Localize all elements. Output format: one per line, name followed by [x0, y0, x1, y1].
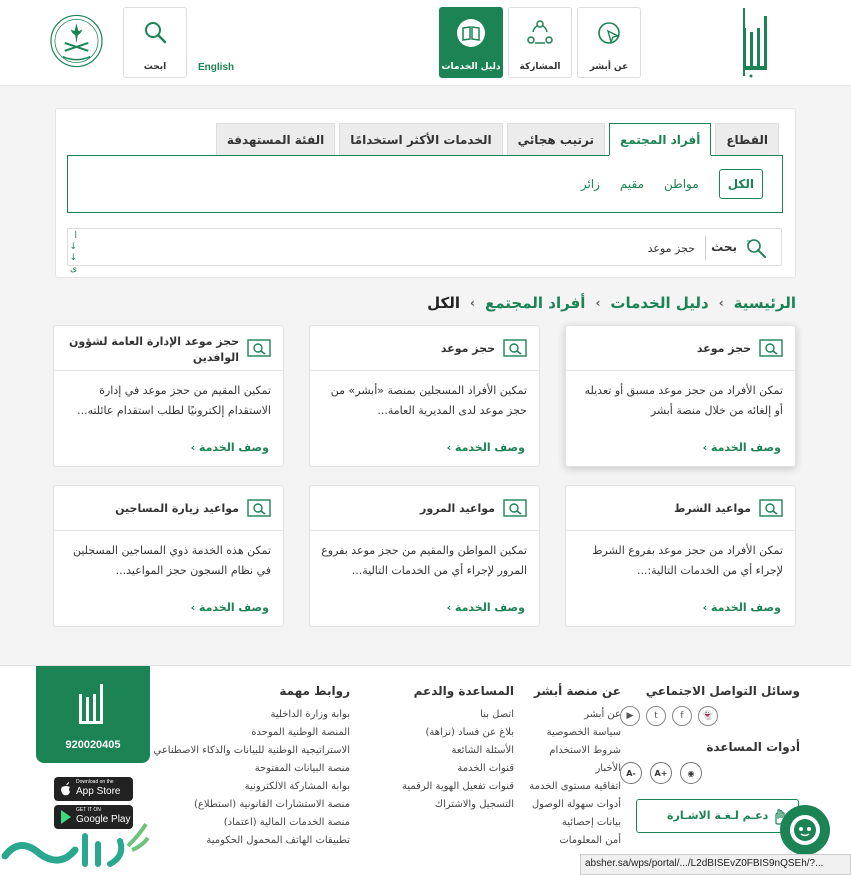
footer-important-links-column — [150, 684, 350, 850]
keyboard-stub[interactable]: ا ↓ ↓ ى — [69, 231, 77, 274]
service-card[interactable] — [565, 485, 796, 627]
service-card-header — [566, 486, 795, 531]
nav-participation-label: المشاركة — [519, 62, 561, 72]
service-description: تمكين المواطن والمقيم من حجز موعد بفروع المرور لإجراء أي من الخدمات التالية... — [321, 544, 527, 577]
footer-link[interactable]: قنوات الخدمة — [457, 763, 514, 774]
sign-language-label: دعـم لـغـة الاشـارة — [667, 809, 769, 822]
absher-logo — [76, 680, 106, 730]
service-card-header — [54, 486, 283, 531]
chip-resident[interactable]: مقيم — [619, 177, 645, 191]
filter-tabs — [216, 123, 779, 155]
breadcrumb-home[interactable]: الرئيسية — [733, 294, 796, 312]
chevron-left-icon: › — [470, 296, 475, 310]
social-icons — [620, 706, 800, 726]
service-details-link[interactable]: وصف الخدمة › — [702, 601, 781, 614]
service-card[interactable] — [309, 325, 540, 467]
service-description: تمكين المقيم من حجز موعد في إدارة الاستقدام إلكترونيًا لطلب استقدام عائلته... — [77, 384, 271, 417]
footer-link[interactable]: منصة الخدمات المالية (اعتماد) — [223, 817, 350, 828]
footer-link[interactable]: تطبيقات الهاتف المحمول الحكومية — [206, 835, 350, 846]
footer-link[interactable]: التسجيل والاشتراك — [434, 799, 514, 810]
twitter-icon[interactable]: t — [646, 706, 666, 726]
service-description: تمكن الأفراد من حجز موعد مسبق أو تعديله أو إلغائه من خلال منصة أبشر — [584, 384, 783, 417]
service-details-link[interactable]: وصف الخدمة › — [190, 441, 269, 454]
tab-target-group[interactable]: الفئة المستهدفة — [216, 123, 335, 155]
nav-about-absher[interactable] — [577, 7, 641, 78]
audience-chips — [581, 169, 763, 199]
chip-citizen[interactable]: مواطن — [664, 177, 699, 191]
service-title: حجز موعد — [440, 342, 495, 355]
service-title: حجز موعد — [696, 342, 751, 355]
services-filter-card — [55, 108, 796, 278]
footer-link[interactable]: بوابة المشاركة الالكترونية — [244, 781, 350, 792]
chevron-left-icon: › — [595, 296, 601, 310]
service-search-icon — [247, 498, 271, 518]
footer-link[interactable]: سياسة الخصوصية — [546, 727, 621, 738]
cursor-click-icon — [594, 18, 624, 48]
tab-individuals[interactable]: أفراد المجتمع — [609, 123, 711, 156]
chatbot-button[interactable] — [780, 805, 830, 855]
accessibility-tools — [620, 762, 800, 784]
book-icon — [456, 18, 486, 48]
font-increase-button[interactable]: +A — [650, 762, 672, 784]
service-card-header — [54, 326, 283, 371]
search-button[interactable]: بحث — [711, 240, 737, 254]
chevron-left-icon: › — [718, 296, 724, 310]
people-network-icon — [525, 18, 555, 48]
footer-link[interactable]: منصة الاستشارات القانونية (استطلاع) — [194, 799, 350, 810]
service-search-icon — [503, 338, 527, 358]
footer-link[interactable]: اتصل بنا — [480, 709, 514, 720]
footer-link[interactable]: أدوات سهولة الوصول — [531, 799, 621, 810]
header-search-button[interactable] — [123, 7, 187, 78]
chatbot-icon — [780, 805, 830, 855]
service-card-header — [310, 326, 539, 371]
breadcrumb — [427, 294, 796, 312]
footer-link[interactable]: المنصة الوطنية الموحدة — [251, 727, 350, 738]
google-play-text: Google Play — [76, 814, 131, 825]
header-search-label: ابحث — [143, 62, 167, 72]
footer-link[interactable]: شروط الاستخدام — [549, 745, 621, 756]
site-header — [0, 0, 851, 86]
sign-language-button[interactable] — [636, 799, 799, 833]
filter-panel — [67, 155, 783, 213]
facebook-icon[interactable]: f — [672, 706, 692, 726]
service-details-link[interactable]: وصف الخدمة › — [446, 441, 525, 454]
about-heading: عن منصة أبشر — [533, 684, 621, 698]
search-icon[interactable] — [745, 237, 767, 259]
service-details-link[interactable]: وصف الخدمة › — [702, 441, 781, 454]
app-store-small-text: Download on the — [76, 779, 114, 785]
logo-divider — [743, 8, 745, 76]
footer-social-column — [620, 684, 800, 784]
absher-contact-box — [36, 666, 150, 763]
links-heading: روابط مهمة — [279, 684, 350, 698]
site-watermark-logo — [0, 816, 150, 874]
saudi-emblem-logo — [49, 13, 104, 69]
footer-about-column — [521, 684, 621, 850]
service-card[interactable] — [565, 325, 796, 467]
chip-visitor[interactable]: زائر — [580, 177, 600, 191]
footer-link[interactable]: بيانات إحصائية — [561, 817, 621, 828]
footer-link[interactable]: الأخبار — [595, 763, 621, 774]
nav-about-label: عن أبشر — [589, 62, 629, 72]
breadcrumb-individuals[interactable]: أفراد المجتمع — [485, 294, 586, 312]
service-card-header — [310, 486, 539, 531]
apple-icon — [59, 781, 73, 797]
font-decrease-button[interactable]: -A — [620, 762, 642, 784]
service-title: مواعيد زيارة المساجين — [115, 502, 239, 515]
service-search-bar — [67, 228, 782, 274]
service-card[interactable] — [53, 325, 284, 467]
app-store-text: App Store — [76, 786, 121, 797]
footer-link[interactable]: منصة البيانات المفتوحة — [254, 763, 350, 774]
service-card[interactable] — [309, 485, 540, 627]
service-search-icon — [247, 338, 271, 358]
service-search-icon — [759, 498, 783, 518]
youtube-icon[interactable]: ▶ — [620, 706, 640, 726]
tools-heading: أدوات المساعدة — [706, 740, 800, 754]
service-card[interactable] — [53, 485, 284, 627]
app-store-badge[interactable] — [54, 777, 133, 801]
snapchat-icon[interactable]: 👻 — [698, 706, 718, 726]
service-description: تمكين الأفراد المسجلين بمنصة «أبشر» من حجز موعد لدى المديرية العامة... — [330, 384, 527, 417]
service-title: حجز موعد الإدارة العامة لشؤون الوافدين — [69, 335, 239, 364]
contact-phone[interactable]: 920020405 — [65, 739, 121, 751]
search-icon — [140, 18, 170, 48]
search-divider — [705, 236, 706, 260]
footer-link[interactable]: الاستراتيجية الوطنية للبيانات والذكاء الاصطناعي — [153, 745, 350, 756]
footer-link[interactable]: بلاغ عن فساد (نزاهة) — [425, 727, 514, 738]
tab-sector[interactable]: القطاع — [715, 123, 779, 155]
service-details-link[interactable]: وصف الخدمة › — [446, 601, 525, 614]
chip-all[interactable]: الكل — [719, 169, 763, 199]
google-play-small-text: GET IT ON — [76, 807, 101, 813]
nav-services-guide[interactable] — [439, 7, 503, 78]
contrast-eye-icon[interactable]: ◉ — [680, 762, 702, 784]
service-title: مواعيد الشرط — [673, 502, 751, 515]
service-title: مواعيد المرور — [420, 502, 495, 515]
help-heading: المساعدة والدعم — [413, 684, 514, 698]
status-bar-url: absher.sa/wps/portal/.../L2dBISEvZ0FBIS9nQSEh/?... — [580, 854, 851, 875]
footer-link[interactable]: عن أبشر — [584, 709, 621, 720]
footer-link[interactable]: اتفاقية مستوى الخدمة — [529, 781, 621, 792]
footer-link[interactable]: بوابة وزارة الداخلية — [270, 709, 350, 720]
tab-most-used[interactable]: الخدمات الأكثر استخدامًا — [339, 123, 502, 155]
footer-link[interactable]: الأسئلة الشائعة — [451, 745, 514, 756]
footer-link[interactable]: أمن المعلومات — [559, 835, 621, 846]
footer-link[interactable]: قنوات تفعيل الهوية الرقمية — [402, 781, 514, 792]
breadcrumb-current: الكل — [427, 294, 461, 312]
service-search-icon — [759, 338, 783, 358]
service-description: تمكن هذه الخدمة ذوي المساجين المسجلين في نظام السجون حجز المواعيد... — [72, 544, 271, 577]
breadcrumb-services-guide[interactable]: دليل الخدمات — [610, 294, 709, 312]
tab-alphabetical[interactable]: ترتيب هجائي — [507, 123, 605, 155]
service-search-icon — [503, 498, 527, 518]
nav-participation[interactable] — [508, 7, 572, 78]
search-input[interactable] — [175, 237, 695, 259]
social-heading: وسائل التواصل الاجتماعي — [645, 684, 800, 698]
service-description: تمكن الأفراد من حجز موعد بفروع الشرط لإجراء أي من الخدمات التالية:... — [592, 544, 783, 577]
service-details-link[interactable]: وصف الخدمة › — [190, 601, 269, 614]
service-card-header — [566, 326, 795, 371]
language-switch[interactable]: English — [198, 62, 235, 73]
footer-help-column — [364, 684, 514, 814]
nav-services-guide-label: دليل الخدمات — [441, 62, 501, 72]
